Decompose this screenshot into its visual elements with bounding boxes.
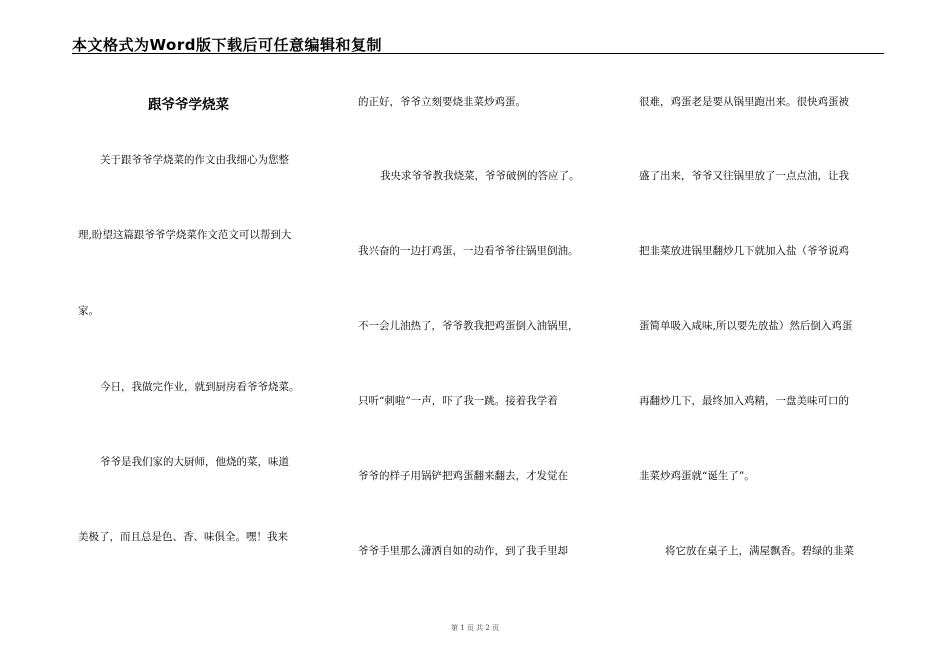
text-line: 理,盼望这篇跟爷爷学烧菜作文范文可以帮到大 <box>78 229 292 241</box>
text-line: 只听“刺啦”一声，吓了我一跳。接着我学着 <box>358 395 558 407</box>
document-title: 跟爷爷学烧菜 <box>148 97 229 113</box>
text-line: 蛋简单吸入咸味,所以要先放盐）然后倒入鸡蛋 <box>639 320 853 332</box>
text-line: 关于跟爷爷学烧菜的作文由我细心为您整 <box>100 154 289 166</box>
text-line: 爷爷手里那么潇洒自如的动作，到了我手里却 <box>358 545 568 557</box>
text-line: 把韭菜放进锅里翻炒几下就加入盐（爷爷说鸡 <box>639 245 849 257</box>
text-line: 韭菜炒鸡蛋就“诞生了”。 <box>639 470 755 482</box>
page-number-footer: 第 1 页 共 2 页 <box>450 624 500 632</box>
document-header-title: 本文格式为Word版下载后可任意编辑和复制 <box>72 36 382 54</box>
header-divider <box>72 53 884 54</box>
text-line: 我兴奋的一边打鸡蛋，一边看爷爷往锅里倒油。 <box>358 245 579 257</box>
text-line: 爷爷的样子用锅铲把鸡蛋翻来翻去，才发觉在 <box>358 470 568 482</box>
text-line: 再翻炒几下，最终加入鸡精，一盘美味可口的 <box>639 395 849 407</box>
text-line: 盛了出来，爷爷又往锅里放了一点点油，让我 <box>639 170 849 182</box>
text-line: 我央求爷爷教我烧菜，爷爷破例的答应了。 <box>380 170 580 182</box>
text-line: 今日，我做完作业，就到厨房看爷爷烧菜。 <box>100 381 300 393</box>
text-line: 不一会儿油热了，爷爷教我把鸡蛋倒入油锅里， <box>358 320 579 332</box>
text-line: 将它放在桌子上，满屋飘香。碧绿的韭菜 <box>665 545 854 557</box>
text-line: 很难，鸡蛋老是要从锅里跑出来。很快鸡蛋被 <box>639 96 849 108</box>
text-line: 的正好，爷爷立刻要烧韭菜炒鸡蛋。 <box>358 96 526 108</box>
text-line: 家。 <box>78 305 99 317</box>
text-line: 美极了，而且总是色、香、味俱全。嘿！我来 <box>78 531 288 543</box>
text-line: 爷爷是我们家的大厨师，他烧的菜，味道 <box>100 456 289 468</box>
